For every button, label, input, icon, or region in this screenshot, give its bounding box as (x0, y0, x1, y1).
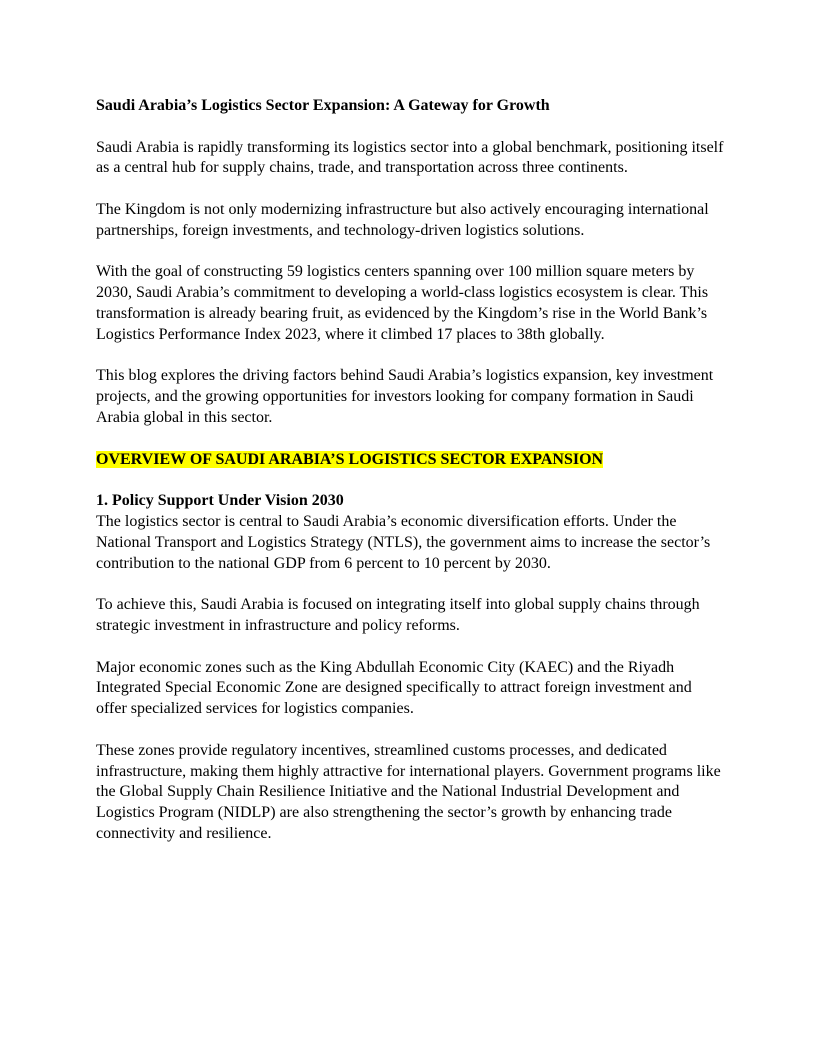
section-heading-wrapper (96, 450, 726, 471)
intro-paragraph-1: Saudi Arabia is rapidly transforming its logistics sector into a global benchmark, positioning itself as a central hub for supply chains, trade, and transportation across three continents. (96, 138, 724, 177)
intro-paragraph-2: The Kingdom is not only modernizing infrastructure but also actively encouraging international partnerships, foreign investments, and technology-driven logistics solutions. (96, 200, 709, 239)
subsection-paragraph-1: The logistics sector is central to Saudi Arabia’s economic diversification efforts. Under the National Transport and Logistics Strategy (NTLS), the government aims to increase the sector’s contribution to the national GDP from 6 percent to 10 percent by 2030. (96, 512, 711, 572)
subsection-paragraph-2: To achieve this, Saudi Arabia is focused on integrating itself into global supply chains through strategic investment in infrastructure and policy reforms. (96, 596, 700, 634)
subsection-heading: 1. Policy Support Under Vision 2030 (96, 492, 344, 510)
subsection-paragraph-3: Major economic zones such as the King Abdullah Economic City (KAEC) and the Riyadh Integrated Special Economic Zone are designed specifically to attract foreign investment and offer specialized services for logistics companies. (96, 658, 692, 718)
subsection-paragraph-4: These zones provide regulatory incentives, streamlined customs processes, and dedicated infrastructure, making them highly attractive for international players. Government programs like the Global Supply Chain Resilience Initiative and the National Industrial Development and Logistics Program (NIDLP) are also strengthening the sector’s growth by enhancing trade connectivity and resilience. (96, 741, 721, 842)
intro-paragraph-3: With the goal of constructing 59 logistics centers spanning over 100 million square meters by 2030, Saudi Arabia’s commitment to developing a world-class logistics ecosystem is clear. This transformation is already bearing fruit, as evidenced by the Kingdom’s rise in the World Bank’s Logistics Performance Index 2023, where it climbed 17 places to 38th globally. (96, 263, 709, 343)
section-heading: OVERVIEW OF SAUDI ARABIA’S LOGISTICS SECTOR EXPANSION (96, 450, 604, 468)
subsection-block-1 (96, 491, 726, 574)
intro-paragraph-4: This blog explores the driving factors behind Saudi Arabia’s logistics expansion, key investment projects, and the growing opportunities for investors looking for company formation in Saudi Arabia global in this sector. (96, 367, 714, 426)
document-title: Saudi Arabia’s Logistics Sector Expansion: A Gateway for Growth (96, 97, 550, 114)
document-page (96, 96, 726, 865)
